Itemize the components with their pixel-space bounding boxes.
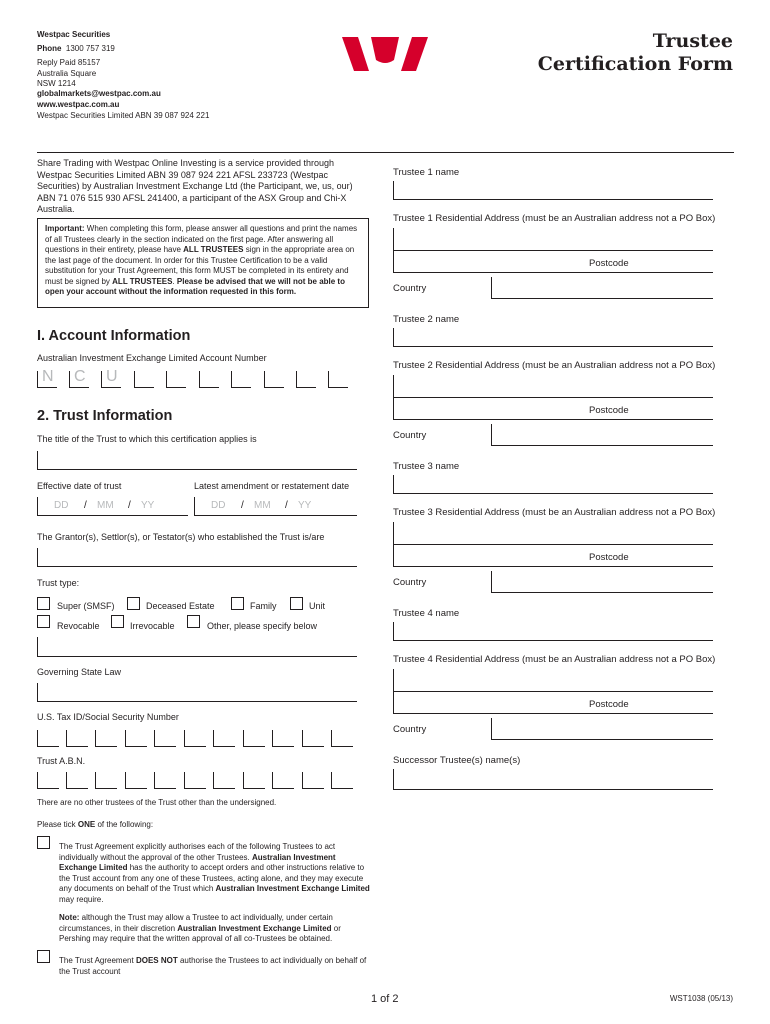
tax-id-box[interactable] xyxy=(95,730,117,747)
prefix-char: C xyxy=(74,368,86,385)
option2-text: authorise the Trustees to act individually on behalf of the Trust account xyxy=(59,956,367,976)
amendment-mm: MM xyxy=(254,500,271,511)
tax-id-label: U.S. Tax ID/Social Security Number xyxy=(37,712,179,722)
trustee-4-address-line1[interactable] xyxy=(393,669,713,692)
trust-type-label: Trust type: xyxy=(37,578,80,588)
account-char-box[interactable] xyxy=(264,371,284,388)
amendment-dd: DD xyxy=(211,500,226,511)
date-separator: / xyxy=(84,500,87,511)
date-separator: / xyxy=(128,500,131,511)
trustee-2-country-field[interactable] xyxy=(491,424,713,446)
all-trustees-emphasis: ALL TRUSTEES xyxy=(183,245,244,254)
trustee-3-address-label: Trustee 3 Residential Address (must be an Australian address not a PO Box) xyxy=(393,507,716,518)
country-label: Country xyxy=(393,283,427,294)
trustee-3-address-line2[interactable] xyxy=(393,544,713,567)
note-body: or Pershing may require that the written approval of all co-Trustees be obtained. xyxy=(59,923,341,943)
tax-id-box[interactable] xyxy=(302,730,324,747)
form-code: WST1038 (05/13) xyxy=(669,994,733,1003)
phone-line xyxy=(37,44,115,55)
important-warning: Please be advised that we will not be able to open your account without the information requested in this form. xyxy=(45,276,345,296)
successor-trustee-field[interactable] xyxy=(393,769,713,790)
option1-text: The Trust Agreement explicitly authorises each of the following Trustees to act individually without the approval of the other Trustees. xyxy=(59,842,336,862)
trustee-3-country-field[interactable] xyxy=(491,571,713,593)
option1-text: may require. xyxy=(59,894,104,904)
postal-address xyxy=(37,58,100,90)
effective-dd: DD xyxy=(54,500,69,511)
country-label: Country xyxy=(393,724,427,735)
grantor-label: The Grantor(s), Settlor(s), or Testator(s) who established the Trust is/are xyxy=(37,532,325,542)
trustee-3-name-field[interactable] xyxy=(393,475,713,494)
tick-one-instruction xyxy=(37,820,153,831)
aiel-name: Australian Investment Exchange Limited xyxy=(177,923,332,933)
trustee-4-country-field[interactable] xyxy=(491,718,713,740)
tax-id-box[interactable] xyxy=(184,730,206,747)
account-char-box[interactable] xyxy=(231,371,251,388)
account-char-box[interactable] xyxy=(134,371,154,388)
grantor-field[interactable] xyxy=(37,548,357,567)
country-label: Country xyxy=(393,577,427,588)
all-trustees-emphasis: ALL TRUSTEES xyxy=(112,276,173,286)
trustee-3-address-line1[interactable] xyxy=(393,522,713,545)
tax-id-box[interactable] xyxy=(154,730,176,747)
other-label: Other, please specify below xyxy=(207,621,318,631)
other-specify-field[interactable] xyxy=(37,637,357,657)
account-char-box xyxy=(37,368,57,388)
title-line: Trustee xyxy=(652,30,733,52)
effective-mm: MM xyxy=(97,500,114,511)
tax-id-box[interactable] xyxy=(213,730,235,747)
tax-id-box[interactable] xyxy=(37,730,59,747)
contact-links xyxy=(37,89,161,110)
trustee-2-name-label: Trustee 2 name xyxy=(393,314,460,325)
trustee-3-name-label: Trustee 3 name xyxy=(393,461,460,472)
important-text-2: sign in the appropriate area on the last page of the document. In order for this Trustee Certification to be a valid substitution for your Trust Agreement, this form MUST be completed in its entirety and must be signed by xyxy=(45,245,355,286)
account-char-box xyxy=(101,368,121,388)
aiel-name: Australian Investment Exchange Limited xyxy=(215,884,370,893)
trustee-2-address-line2[interactable] xyxy=(393,397,713,420)
abn-box[interactable] xyxy=(66,772,88,789)
deceased-estate-checkbox[interactable] xyxy=(127,597,140,610)
trustee-4-name-field[interactable] xyxy=(393,622,713,641)
form-title xyxy=(538,30,733,76)
trustee-2-address-line1[interactable] xyxy=(393,375,713,398)
successor-trustee-label: Successor Trustee(s) name(s) xyxy=(393,755,521,766)
irrevocable-checkbox[interactable] xyxy=(111,615,124,628)
header-divider xyxy=(37,152,734,153)
page-number: 1 of 2 xyxy=(371,993,399,1005)
title-line: Certification Form xyxy=(537,53,733,75)
revocable-checkbox[interactable] xyxy=(37,615,50,628)
does-not-emphasis: DOES NOT xyxy=(135,956,178,965)
trustee-2-address-label: Trustee 2 Residential Address (must be an Australian address not a PO Box) xyxy=(393,360,716,371)
no-individual-authority-checkbox[interactable] xyxy=(37,950,50,963)
aiel-name: Australian Investment Exchange Limited xyxy=(59,852,336,872)
postcode-label: Postcode xyxy=(589,552,629,563)
trust-title-field[interactable] xyxy=(37,451,357,470)
westpac-logo xyxy=(342,36,428,72)
no-individual-authority-text xyxy=(59,956,374,977)
date-separator: / xyxy=(285,500,288,511)
address-line: NSW 1214 xyxy=(37,79,76,88)
deceased-estate-label: Deceased Estate xyxy=(146,601,215,611)
account-char-box[interactable] xyxy=(328,371,348,388)
section-2-title: 2. Trust Information xyxy=(37,408,173,424)
trustee-4-address-line2[interactable] xyxy=(393,691,713,714)
individual-authority-checkbox[interactable] xyxy=(37,836,50,849)
tax-id-box[interactable] xyxy=(125,730,147,747)
revocable-label: Revocable xyxy=(57,621,100,631)
company-name: Westpac Securities xyxy=(37,30,111,39)
trustee-1-address-line2[interactable] xyxy=(393,250,713,273)
trust-title-label: The title of the Trust to which this certification applies is xyxy=(37,434,257,444)
country-label: Country xyxy=(393,430,427,441)
address-line: Australia Square xyxy=(37,68,97,78)
unit-checkbox[interactable] xyxy=(290,597,303,610)
effective-yy: YY xyxy=(141,500,155,511)
address-line: Reply Paid 85157 xyxy=(37,58,101,67)
individual-authority-text xyxy=(59,842,374,905)
tax-id-box[interactable] xyxy=(331,730,353,747)
phone-number: 1300 757 319 xyxy=(65,44,115,53)
phone-label: Phone xyxy=(37,44,62,53)
abn-box[interactable] xyxy=(95,772,117,789)
no-other-trustees-text: There are no other trustees of the Trust other than the undersigned. xyxy=(37,798,277,807)
website-link[interactable]: www.westpac.com.au xyxy=(37,99,120,109)
trustee-1-country-field[interactable] xyxy=(491,277,713,299)
trustee-1-name-field[interactable] xyxy=(393,181,713,200)
amendment-date-label: Latest amendment or restatement date xyxy=(194,481,350,491)
abn-box[interactable] xyxy=(302,772,324,789)
option2-text: The Trust Agreement xyxy=(59,956,136,965)
governing-law-label: Governing State Law xyxy=(37,667,122,677)
important-text xyxy=(38,219,368,298)
tax-id-box[interactable] xyxy=(243,730,265,747)
abn-box[interactable] xyxy=(331,772,353,789)
prefix-char: N xyxy=(42,368,54,385)
abn-box[interactable] xyxy=(243,772,265,789)
tick-post: of the following: xyxy=(95,820,154,829)
family-label: Family xyxy=(250,601,277,611)
note-label: Note: xyxy=(59,913,80,922)
email-link[interactable]: globalmarkets@westpac.com.au xyxy=(37,89,161,98)
abn-line: Westpac Securities Limited ABN 39 087 924 221 xyxy=(37,111,210,120)
prefix-char: U xyxy=(106,368,118,385)
tax-id-box[interactable] xyxy=(66,730,88,747)
date-separator: / xyxy=(241,500,244,511)
tick-pre: Please tick xyxy=(37,820,78,829)
tax-id-box[interactable] xyxy=(272,730,294,747)
unit-label: Unit xyxy=(309,601,326,611)
trust-abn-label: Trust A.B.N. xyxy=(37,756,86,766)
postcode-label: Postcode xyxy=(589,258,629,269)
important-box xyxy=(37,218,369,308)
trustee-4-address-label: Trustee 4 Residential Address (must be an Australian address not a PO Box) xyxy=(393,654,716,665)
trustee-1-address-line1[interactable] xyxy=(393,228,713,251)
governing-law-field[interactable] xyxy=(37,683,357,702)
other-checkbox[interactable] xyxy=(187,615,200,628)
abn-box[interactable] xyxy=(37,772,59,789)
amendment-yy: YY xyxy=(298,500,312,511)
tick-one: ONE xyxy=(77,820,96,829)
trustee-1-address-label: Trustee 1 Residential Address (must be an Australian address not a PO Box) xyxy=(393,213,716,224)
irrevocable-label: Irrevocable xyxy=(130,621,175,631)
abn-box[interactable] xyxy=(213,772,235,789)
abn-box[interactable] xyxy=(154,772,176,789)
super-smsf-label: Super (SMSF) xyxy=(57,601,115,611)
abn-box[interactable] xyxy=(272,772,294,789)
important-text-3: . xyxy=(172,276,177,286)
trustee-1-name-label: Trustee 1 name xyxy=(393,167,460,178)
effective-date-label: Effective date of trust xyxy=(37,481,122,491)
account-char-box[interactable] xyxy=(199,371,219,388)
note-body: although the Trust may allow a Trustee to act individually, under certain circumstances, in their discretion xyxy=(59,913,333,933)
account-char-box xyxy=(69,368,89,388)
option1-text: has the authority to accept orders and other instructions relative to the Trust account from any one of these Trustees, acting alone, and they may execute any documents on behalf of the Trust which xyxy=(59,863,365,893)
super-smsf-checkbox[interactable] xyxy=(37,597,50,610)
family-checkbox[interactable] xyxy=(231,597,244,610)
account-char-box[interactable] xyxy=(296,371,316,388)
intro-paragraph: Share Trading with Westpac Online Investing is a service provided through Westpac Securities Limited ABN 39 087 924 221 AFSL 233723 (Westpac Securities) by Australian Investment Exchange Ltd (the Participant, we, us, our) ABN 71 076 515 930 AFSL 241400, a participant of the ASX Group and Chi-X Australia. xyxy=(37,158,353,214)
important-text-1: When completing this form, please answer all questions and print the names of all Trustees clearly in the section indicated on the first page. After answering all questions in their entirety, please have xyxy=(45,224,358,254)
account-char-box[interactable] xyxy=(166,371,186,388)
important-label: Important: xyxy=(45,224,85,233)
account-number-label: Australian Investment Exchange Limited Account Number xyxy=(37,353,267,363)
section-1-title: I. Account Information xyxy=(37,328,191,344)
trustee-2-name-field[interactable] xyxy=(393,328,713,347)
postcode-label: Postcode xyxy=(589,405,629,416)
abn-box[interactable] xyxy=(125,772,147,789)
postcode-label: Postcode xyxy=(589,699,629,710)
trustee-4-name-label: Trustee 4 name xyxy=(393,608,460,619)
note-text xyxy=(59,913,374,945)
abn-box[interactable] xyxy=(184,772,206,789)
